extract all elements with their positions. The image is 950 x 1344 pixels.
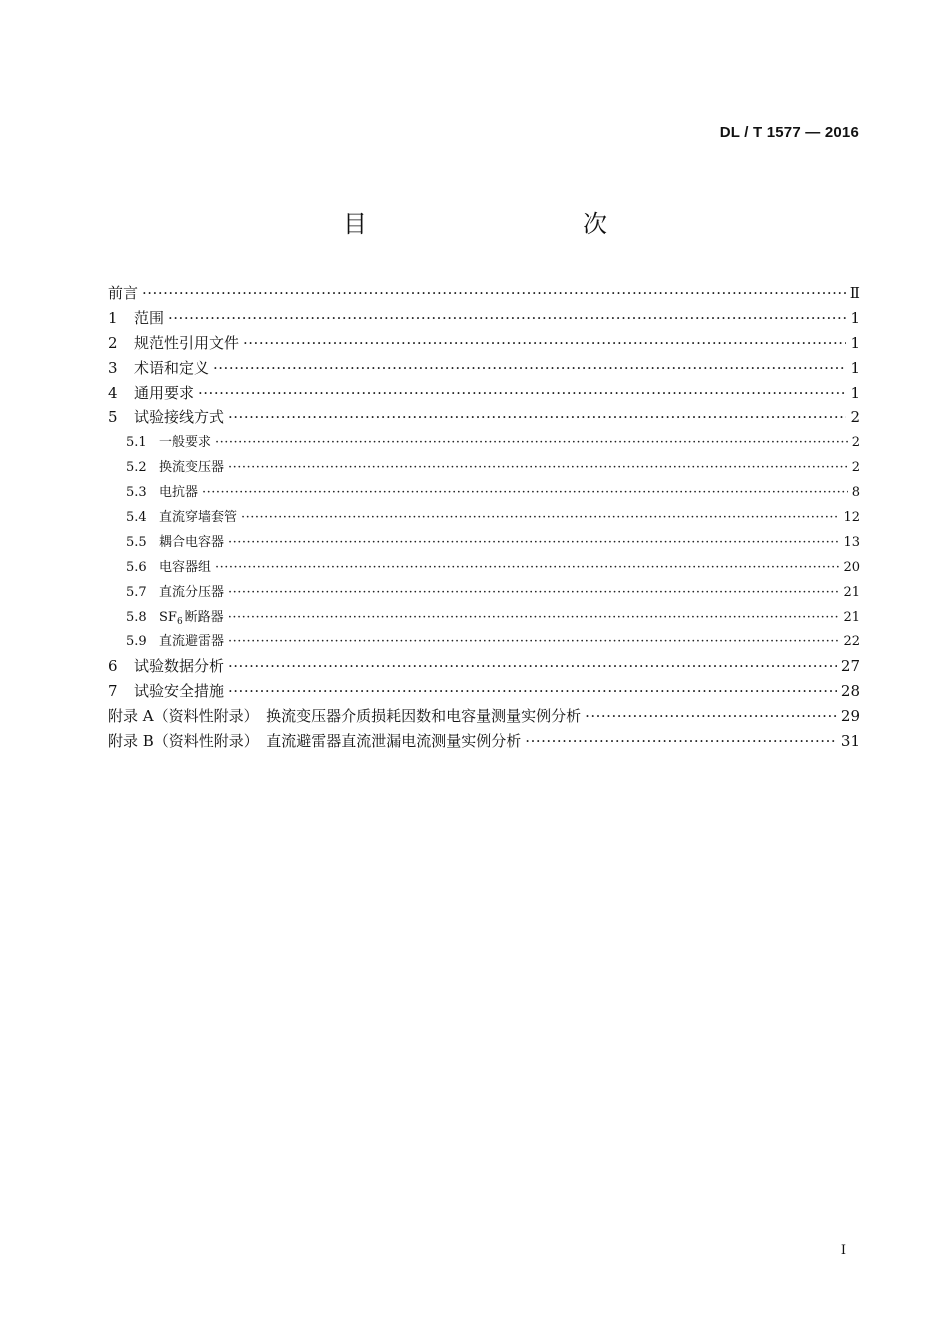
toc-dot-leader xyxy=(215,435,848,450)
toc-dot-leader xyxy=(213,359,846,377)
toc-entry-number: 5.3 xyxy=(126,485,147,501)
toc-entry-page: 21 xyxy=(843,584,860,600)
toc-entry-number: 7 xyxy=(108,682,118,701)
toc-dot-leader xyxy=(228,657,837,675)
toc-entry[interactable] xyxy=(108,456,860,481)
toc-entry-number: 4 xyxy=(108,383,118,402)
toc-dot-leader xyxy=(228,408,846,426)
toc-dot-leader xyxy=(243,334,846,352)
toc-entry[interactable] xyxy=(108,531,860,556)
toc-entry[interactable] xyxy=(108,556,860,581)
toc-entry-number: 5.1 xyxy=(126,435,147,451)
toc-entry-label: 直流分压器 xyxy=(159,584,225,600)
toc-entry-number: 6 xyxy=(108,657,118,676)
toc-dot-leader xyxy=(241,510,839,525)
page-number: I xyxy=(840,1243,846,1258)
toc-entry-page: 29 xyxy=(840,707,860,726)
toc-entry[interactable] xyxy=(108,705,860,730)
toc-entry-label: 附录 A（资料性附录） 换流变压器介质损耗因数和电容量测量实例分析 xyxy=(108,707,582,726)
toc-entry[interactable] xyxy=(108,357,860,382)
toc-entry-page: 31 xyxy=(840,732,860,751)
toc-entry-label: 范围 xyxy=(134,308,165,327)
toc-entry[interactable] xyxy=(108,630,860,655)
toc-entry-number: 5 xyxy=(108,408,118,427)
toc-entry-label: 直流穿墙套管 xyxy=(159,510,238,526)
toc-dot-leader xyxy=(198,384,846,402)
toc-entry-label: 试验接线方式 xyxy=(134,408,225,427)
page-title: 目 次 xyxy=(343,210,663,238)
toc-entry-label: 通用要求 xyxy=(134,383,195,402)
toc-dot-leader xyxy=(228,535,839,550)
toc-entry-label: 附录 B（资料性附录） 直流避雷器直流泄漏电流测量实例分析 xyxy=(108,732,522,751)
toc-entry-page: 1 xyxy=(850,358,860,377)
toc-entry-number: 3 xyxy=(108,358,118,377)
toc-dot-leader xyxy=(525,732,837,750)
toc-entry-page: 28 xyxy=(840,682,860,701)
toc-entry-page: 1 xyxy=(850,383,860,402)
toc-entry-number: 5.2 xyxy=(126,460,147,476)
toc-entry-page: 13 xyxy=(843,534,860,550)
toc-entry-label: 直流避雷器 xyxy=(159,634,225,650)
toc-dot-leader xyxy=(202,485,848,500)
toc-entry-number: 1 xyxy=(108,308,118,327)
toc-dot-leader xyxy=(228,585,839,600)
toc-entry-page: 22 xyxy=(843,634,860,650)
toc-dot-leader xyxy=(168,309,846,327)
toc-entry[interactable] xyxy=(108,481,860,506)
toc-dot-leader xyxy=(228,634,839,649)
toc-entry[interactable] xyxy=(108,332,860,357)
standard-code: DL / T 1577 — 2016 xyxy=(719,124,859,141)
table-of-contents xyxy=(108,282,860,755)
toc-dot-leader xyxy=(228,460,848,475)
toc-entry-label-prefix: SF xyxy=(159,609,177,625)
toc-entry[interactable] xyxy=(108,606,860,631)
toc-entry-number: 5.4 xyxy=(126,510,147,526)
toc-entry-page: 8 xyxy=(851,485,860,501)
toc-entry-number: 5.8 xyxy=(126,609,147,625)
toc-entry-number: 2 xyxy=(108,333,118,352)
toc-entry-label: 规范性引用文件 xyxy=(134,333,240,352)
toc-entry-page: 12 xyxy=(843,510,860,526)
toc-entry[interactable] xyxy=(108,581,860,606)
toc-entry-page: 27 xyxy=(840,657,860,676)
toc-entry-label: 换流变压器 xyxy=(159,460,225,476)
toc-entry[interactable] xyxy=(108,506,860,531)
toc-entry-label: 试验数据分析 xyxy=(134,657,225,676)
toc-entry[interactable] xyxy=(108,282,860,307)
toc-entry[interactable] xyxy=(108,680,860,705)
toc-entry-page: 1 xyxy=(850,308,860,327)
toc-dot-leader xyxy=(228,610,840,625)
toc-entry-page: Ⅱ xyxy=(849,284,860,302)
toc-entry-page: 1 xyxy=(850,333,860,352)
toc-entry-label: 电容器组 xyxy=(159,559,212,575)
toc-entry-label-subscript: 6 xyxy=(176,616,183,627)
toc-entry-label: 试验安全措施 xyxy=(134,682,225,701)
toc-entry[interactable] xyxy=(108,655,860,680)
toc-entry-page: 2 xyxy=(850,408,860,427)
toc-dot-leader xyxy=(215,560,839,575)
toc-entry-page: 21 xyxy=(843,609,860,625)
toc-entry-label: 一般要求 xyxy=(159,435,212,451)
toc-entry-label: 前言 xyxy=(108,284,139,302)
toc-entry-number: 5.7 xyxy=(126,584,147,600)
toc-entry[interactable] xyxy=(108,307,860,332)
toc-entry-number: 5.9 xyxy=(126,634,147,650)
toc-entry[interactable] xyxy=(108,406,860,431)
toc-entry-label: 耦合电容器 xyxy=(159,534,225,550)
toc-entry-label: 电抗器 xyxy=(159,485,199,501)
toc-entry-label-text: 断路器 xyxy=(184,609,224,625)
toc-entry-label: 术语和定义 xyxy=(134,358,210,377)
toc-entry-number: 5.5 xyxy=(126,534,147,550)
toc-entry-label xyxy=(159,606,224,627)
toc-entry-page: 20 xyxy=(843,559,860,575)
toc-dot-leader xyxy=(142,284,846,302)
toc-entry[interactable] xyxy=(108,382,860,407)
toc-dot-leader xyxy=(228,682,837,700)
toc-dot-leader xyxy=(585,707,837,725)
toc-entry-page: 2 xyxy=(851,435,860,451)
toc-entry[interactable] xyxy=(108,730,860,755)
toc-entry-number: 5.6 xyxy=(126,559,147,575)
toc-entry-page: 2 xyxy=(851,460,860,476)
toc-entry[interactable] xyxy=(108,431,860,456)
